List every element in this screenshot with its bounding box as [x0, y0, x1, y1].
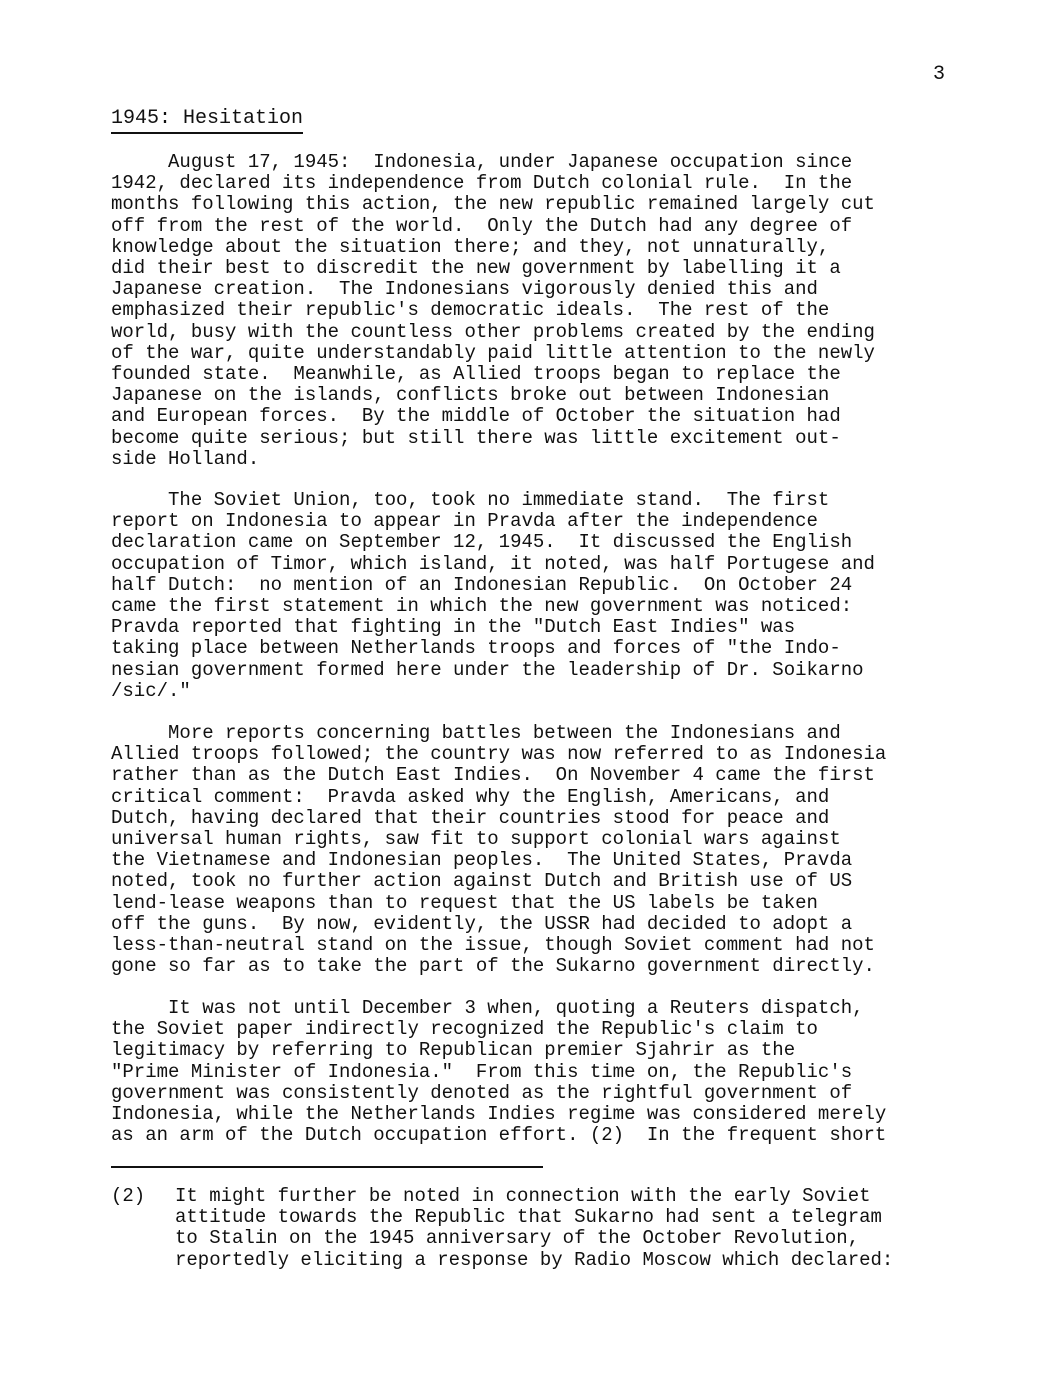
- text-line: half Dutch: no mention of an Indonesian Republic. On October 24: [111, 573, 853, 596]
- text-line: Allied troops followed; the country was now referred to as Indonesia: [111, 743, 887, 766]
- text-line: did their best to discredit the new government by labelling it a: [111, 257, 841, 280]
- text-line: lend-lease weapons than to request that the US labels be taken: [111, 891, 818, 914]
- text-line: less-than-neutral stand on the issue, though Soviet comment had not: [111, 934, 875, 957]
- text-line: founded state. Meanwhile, as Allied troops began to replace the: [111, 363, 841, 386]
- paragraph-4: [111, 998, 991, 1146]
- text-line: legitimacy by referring to Republican premier Sjahrir as the: [111, 1039, 796, 1062]
- text-line: side Holland.: [111, 447, 260, 470]
- text-line: nesian government formed here under the leadership of Dr. Soikarno: [111, 658, 864, 681]
- text-line: occupation of Timor, which island, it noted, was half Portugese and: [111, 552, 875, 575]
- text-line: Dutch, having declared that their countries stood for peace and: [111, 806, 830, 829]
- section-heading: 1945: Hesitation: [111, 108, 303, 134]
- text-line: critical comment: Pravda asked why the English, Americans, and: [111, 785, 830, 808]
- text-line: taking place between Netherlands troops and forces of "the Indo-: [111, 637, 841, 660]
- footnote-line: It might further be noted in connection with the early Soviet: [175, 1185, 871, 1207]
- footnote-divider: [111, 1166, 543, 1168]
- text-line: "Prime Minister of Indonesia." From this time on, the Republic's: [111, 1060, 853, 1083]
- text-line: world, busy with the countless other problems created by the ending: [111, 320, 875, 343]
- paragraph-1: [111, 152, 991, 470]
- text-line: Indonesia, while the Netherlands Indies regime was considered merely: [111, 1103, 887, 1126]
- text-line: noted, took no further action against Dutch and British use of US: [111, 870, 853, 893]
- text-line: came the first statement in which the new government was noticed:: [111, 595, 853, 618]
- text-line: 1942, declared its independence from Dutch colonial rule. In the: [111, 172, 853, 195]
- footnote-line: attitude towards the Republic that Sukarno had sent a telegram: [175, 1206, 882, 1229]
- text-line: off from the rest of the world. Only the Dutch had any degree of: [111, 214, 853, 237]
- footnote-marker: (2): [111, 1185, 146, 1207]
- text-line: The Soviet Union, too, took no immediate stand. The first: [111, 489, 830, 511]
- text-line: emphasized their republic's democratic ideals. The rest of the: [111, 299, 830, 322]
- text-line: off the guns. By now, evidently, the USSR had decided to adopt a: [111, 912, 853, 935]
- text-line: Japanese on the islands, conflicts broke out between Indonesian: [111, 384, 830, 407]
- footnote-line: to Stalin on the 1945 anniversary of the October Revolution,: [175, 1227, 860, 1250]
- text-line: the Vietnamese and Indonesian peoples. The United States, Pravda: [111, 849, 853, 872]
- text-line: gone so far as to take the part of the Sukarno government directly.: [111, 955, 875, 978]
- text-line: become quite serious; but still there was little excitement out-: [111, 426, 841, 449]
- text-line: It was not until December 3 when, quoting a Reuters dispatch,: [111, 997, 864, 1019]
- text-line: report on Indonesia to appear in Pravda after the independence: [111, 510, 818, 533]
- text-line: More reports concerning battles between the Indonesians and: [111, 722, 841, 744]
- text-line: Japanese creation. The Indonesians vigorously denied this and: [111, 278, 818, 301]
- footnote-text: [175, 1186, 995, 1271]
- text-line: August 17, 1945: Indonesia, under Japanese occupation since: [111, 151, 853, 173]
- text-line: and European forces. By the middle of October the situation had: [111, 405, 841, 428]
- footnote-line: reportedly eliciting a response by Radio Moscow which declared:: [175, 1248, 894, 1271]
- text-line: the Soviet paper indirectly recognized the Republic's claim to: [111, 1018, 818, 1041]
- text-line: Pravda reported that fighting in the "Dutch East Indies" was: [111, 616, 796, 639]
- text-line: months following this action, the new republic remained largely cut: [111, 193, 875, 216]
- text-line: government was consistently denoted as the rightful government of: [111, 1081, 853, 1104]
- text-line: rather than as the Dutch East Indies. On November 4 came the first: [111, 764, 875, 787]
- paragraph-3: [111, 723, 991, 977]
- text-line: declaration came on September 12, 1945. It discussed the English: [111, 531, 853, 554]
- text-line: /sic/.": [111, 679, 191, 702]
- text-line: of the war, quite understandably paid little attention to the newly: [111, 341, 875, 364]
- text-line: knowledge about the situation there; and they, not unnaturally,: [111, 235, 830, 258]
- page-number: 3: [933, 63, 946, 86]
- paragraph-2: [111, 490, 991, 702]
- text-line: as an arm of the Dutch occupation effort. (2) In the frequent short: [111, 1124, 887, 1147]
- text-line: universal human rights, saw fit to support colonial wars against: [111, 828, 841, 851]
